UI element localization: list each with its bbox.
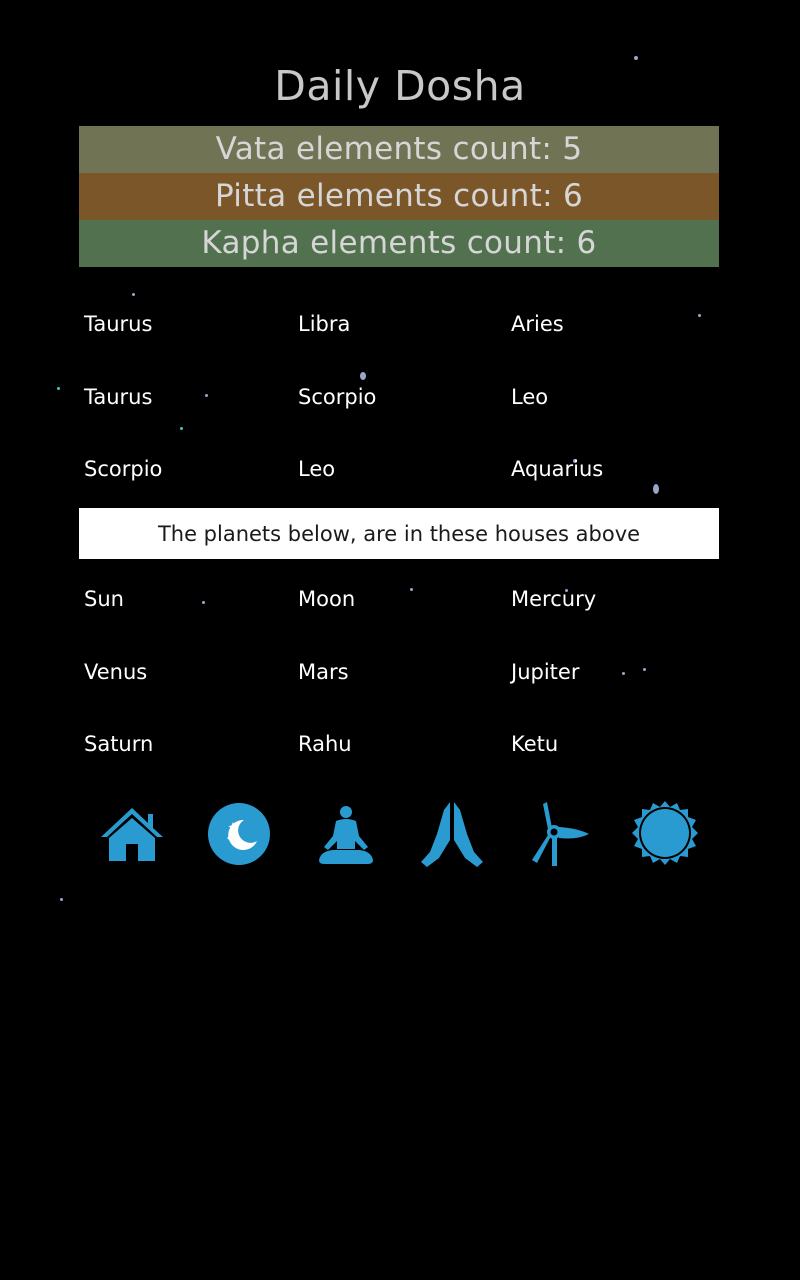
dosha-count-bar: Pitta elements count: 6 xyxy=(79,173,719,220)
planet-cell: Saturn xyxy=(84,732,154,756)
moon-button[interactable] xyxy=(204,800,274,870)
bottom-nav xyxy=(0,800,800,870)
meditation-icon xyxy=(311,800,381,870)
moon-icon xyxy=(204,800,274,870)
house-cell: Taurus xyxy=(84,312,153,336)
house-cell: Taurus xyxy=(84,384,153,409)
star-decoration xyxy=(57,387,60,390)
house-cell-row xyxy=(84,312,724,385)
houses-grid xyxy=(84,312,724,530)
home-icon xyxy=(97,800,167,870)
sun-icon xyxy=(630,800,700,870)
house-cell: Scorpio xyxy=(84,457,163,481)
star-decoration xyxy=(60,898,63,901)
wind-turbine-button[interactable] xyxy=(521,800,591,870)
planet-cell: Jupiter xyxy=(511,659,580,684)
sun-button[interactable] xyxy=(630,800,700,870)
meditation-button[interactable] xyxy=(311,800,381,870)
planets-houses-banner: The planets below, are in these houses above xyxy=(79,508,719,559)
planet-cell: Mars xyxy=(298,659,349,684)
planet-cell: Moon xyxy=(298,587,356,611)
house-cell: Libra xyxy=(298,312,351,336)
planet-cell: Ketu xyxy=(511,732,559,756)
house-cell: Aquarius xyxy=(511,457,604,481)
house-cell: Leo xyxy=(511,384,549,409)
prayer-button[interactable] xyxy=(417,800,487,870)
planet-cell: Rahu xyxy=(298,732,352,756)
dosha-count-bar: Kapha elements count: 6 xyxy=(79,220,719,267)
star-decoration xyxy=(634,56,638,60)
planet-cell: Mercury xyxy=(511,587,597,611)
planet-cell-row xyxy=(84,660,724,733)
dosha-count-bar: Vata elements count: 5 xyxy=(79,126,719,173)
house-cell: Aries xyxy=(511,312,564,336)
wind-turbine-icon xyxy=(521,800,591,870)
planet-cell-row xyxy=(84,587,724,660)
house-cell: Leo xyxy=(298,457,336,481)
prayer-hands-icon xyxy=(417,800,487,870)
house-cell: Scorpio xyxy=(298,384,377,409)
home-button[interactable] xyxy=(97,800,167,870)
planets-grid xyxy=(84,587,724,805)
planet-cell: Sun xyxy=(84,587,124,611)
planet-cell-row xyxy=(84,732,724,805)
house-cell-row xyxy=(84,385,724,458)
planet-cell: Venus xyxy=(84,659,148,684)
star-decoration xyxy=(132,293,135,296)
page-title: Daily Dosha xyxy=(274,62,526,110)
